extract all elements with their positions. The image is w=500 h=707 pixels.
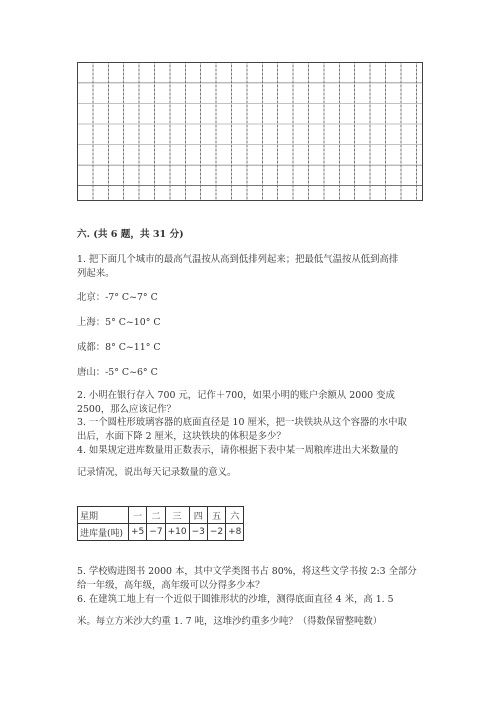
- q3-line2: 出后，水面下降 2 厘米，这块铁块的体积是多少？: [77, 431, 286, 442]
- table-cell-day: 一: [129, 507, 147, 524]
- writing-grid: [77, 62, 423, 201]
- grid-dash-overlay: [78, 63, 422, 200]
- table-row: [78, 524, 244, 541]
- table-cell-value: +10: [165, 524, 189, 541]
- q6-line2: 米。每立方米沙大约重 1. 7 吨，这堆沙约重多少吨？（得数保留整吨数）: [77, 616, 383, 627]
- q1-city-beijing: 北京：-7° C~7° C: [77, 292, 158, 303]
- q6-line1: 6. 在建筑工地上有一个近似于圆锥形状的沙堆，测得底面直径 4 米，高 1. 5: [77, 594, 394, 605]
- q1-text-line2: 列起来。: [77, 268, 115, 279]
- table-cell-day: 五: [207, 507, 225, 524]
- q1-city-chengdu: 成都：8° C~11° C: [77, 342, 161, 353]
- section-heading: 六. (共 6 题，共 31 分): [77, 229, 184, 240]
- q2-line2: 2500，那么应该记作？: [77, 404, 176, 415]
- q3-line1: 3. 一个圆柱形玻璃容器的底面直径是 10 厘米，把一块铁块从这个容器的水中取: [77, 417, 407, 428]
- table-cell-value: −3: [189, 524, 207, 541]
- table-cell-day: 二: [147, 507, 165, 524]
- q4-line1: 4. 如果规定进库数量用正数表示，请你根据下表中某一周粮库进出大米数量的: [77, 445, 399, 456]
- table-cell-value: +8: [226, 524, 244, 541]
- q1-city-tangshan: 唐山：-5° C~6° C: [77, 367, 158, 378]
- table-header-amount: 进库量(吨): [78, 524, 129, 541]
- grain-record-table: [77, 506, 244, 541]
- table-cell-day: 四: [189, 507, 207, 524]
- q5-line1: 5. 学校购进图书 2000 本，其中文学类图书占 80%，将这些文学书按 2:3 全部分: [77, 566, 417, 577]
- q2-line1: 2. 小明在银行存入 700 元，记作＋700，如果小明的账户余额从 2000 变成: [77, 390, 395, 401]
- table-header-weekday: 星期: [78, 507, 129, 524]
- table-row: [78, 507, 244, 524]
- q1-text-line1: 1. 把下面几个城市的最高气温按从高到低排列起来；把最低气温按从低到高排: [77, 254, 399, 265]
- table-cell-value: −2: [207, 524, 225, 541]
- table-cell-day: 六: [226, 507, 244, 524]
- table-cell-value: −7: [147, 524, 165, 541]
- q1-city-shanghai: 上海：5° C~10° C: [77, 317, 161, 328]
- table-cell-value: +5: [129, 524, 147, 541]
- table-cell-day: 三: [165, 507, 189, 524]
- q4-line2: 记录情况，说出每天记录数量的意义。: [77, 467, 237, 478]
- q5-line2: 给一年级，高年级，高年级可以分得多少本？: [77, 580, 265, 591]
